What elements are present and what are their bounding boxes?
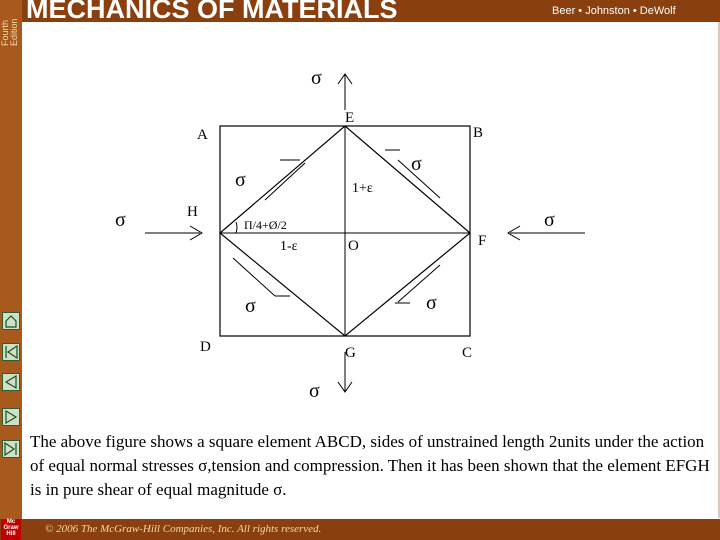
sigma-left-label: σ <box>115 209 126 231</box>
sigma-bf-label: σ <box>411 153 422 175</box>
point-f-label: F <box>478 233 487 249</box>
sigma-ah-label: σ <box>235 169 246 191</box>
point-o-label: O <box>348 238 359 254</box>
shear-arrow-ah <box>265 163 305 200</box>
sigma-fc-label: σ <box>426 292 437 314</box>
point-a-label: A <box>197 127 208 143</box>
next-slide-button[interactable] <box>2 408 20 426</box>
point-h-label: H <box>187 204 198 220</box>
point-c-label: C <box>462 345 473 361</box>
publisher-logo: Mc Graw Hill <box>1 519 21 540</box>
first-slide-button[interactable] <box>2 343 20 361</box>
previous-slide-button[interactable] <box>2 373 20 391</box>
angle-label: Π/4+Ø/2 <box>244 218 287 232</box>
sidebar <box>0 0 22 540</box>
sigma-hd-label: σ <box>245 295 256 317</box>
next-slide-icon <box>3 409 19 425</box>
authors-label: Beer • Johnston • DeWolf <box>552 5 676 17</box>
point-b-label: B <box>473 125 484 141</box>
last-slide-icon <box>3 441 19 457</box>
angle-arc <box>236 222 237 233</box>
home-icon <box>3 313 19 329</box>
stress-element-figure <box>22 22 718 422</box>
previous-slide-icon <box>3 374 19 390</box>
sigma-right-label: σ <box>544 209 555 231</box>
sigma-bottom-label: σ <box>309 380 320 402</box>
point-d-label: D <box>200 339 211 355</box>
copyright-notice: © 2006 The McGraw-Hill Companies, Inc. All rights reserved. <box>45 523 322 535</box>
point-e-label: E <box>345 110 355 126</box>
last-slide-button[interactable] <box>2 440 20 458</box>
shear-arrow-hd <box>233 258 275 296</box>
first-slide-icon <box>3 344 19 360</box>
home-button[interactable] <box>2 312 20 330</box>
strain-minus-label: 1-ε <box>280 239 298 254</box>
slide-caption: The above figure shows a square element ABCD, sides of unstrained length 2units under the action of equal normal stresses σ,tension and compression. Then it has been shown that the element EFGH is in pure shear of equal magnitude σ. <box>30 432 710 499</box>
edition-label: Fourth Edition <box>0 18 19 46</box>
sigma-top-label: σ <box>311 67 322 89</box>
point-g-label: G <box>345 345 356 361</box>
strain-plus-label: 1+ε <box>352 181 373 196</box>
slide-header-title: MECHANICS OF MATERIALS <box>26 0 398 24</box>
